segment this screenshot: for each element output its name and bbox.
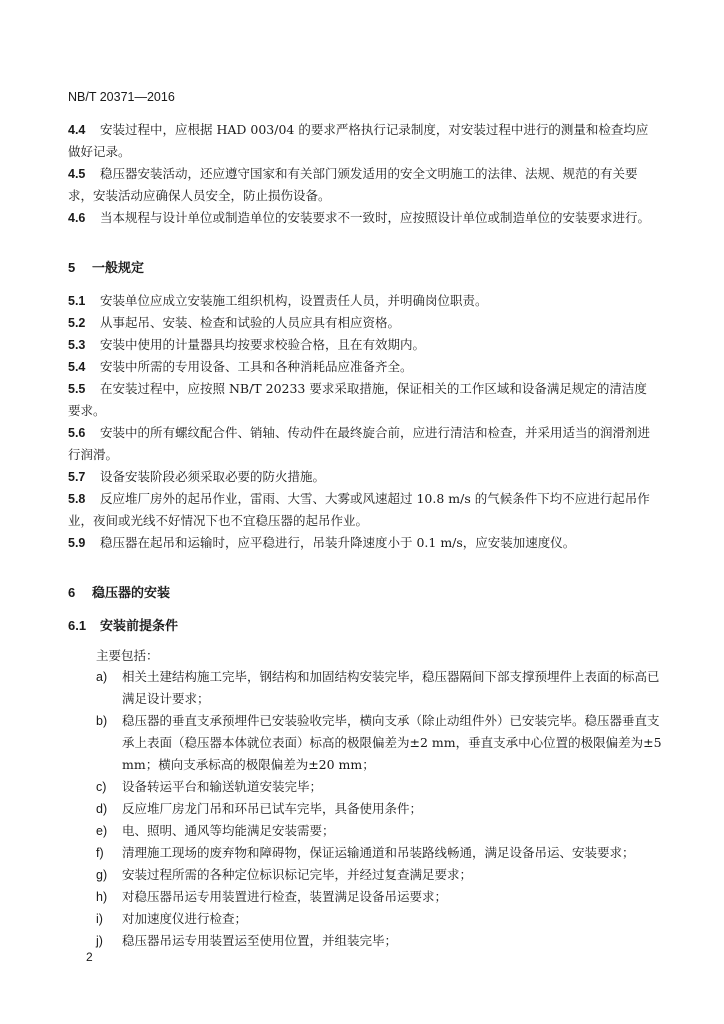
clause-number: 5.5 (68, 382, 86, 396)
list-item (96, 820, 664, 842)
clause-number: 4.5 (68, 167, 86, 181)
list-item (96, 666, 664, 710)
clause-number: 5.1 (68, 294, 86, 308)
list-label: j) (96, 934, 103, 948)
section-number: 5 (68, 260, 76, 275)
section-5-heading (68, 257, 144, 276)
list-label: e) (96, 824, 108, 838)
clause-text: 安装中的所有螺纹配合件、销轴、传动件在最终旋合前，应进行清洁和检查，并采用适当的润滑剂进行润滑。 (68, 425, 651, 462)
clause-4-6 (68, 207, 658, 229)
section-title: 安装前提条件 (100, 618, 179, 633)
clause-5-2 (68, 312, 658, 334)
list-label: h) (96, 890, 108, 904)
clause-5-3 (68, 334, 658, 356)
clause-5-7 (68, 466, 658, 488)
clause-5-4 (68, 356, 658, 378)
list-text: 对稳压器吊运专用装置进行检查，装置满足设备吊运要求； (122, 889, 448, 904)
list-text: 清理施工现场的废弃物和障碍物，保证运输通道和吊装路线畅通，满足设备吊运、安装要求； (122, 845, 635, 860)
clause-text: 安装中使用的计量器具均按要求校验合格，且在有效期内。 (100, 337, 426, 352)
clause-number: 5.3 (68, 338, 86, 352)
list-item (96, 930, 664, 952)
list-item (96, 886, 664, 908)
list-item (96, 798, 664, 820)
clause-4-5 (68, 163, 658, 207)
intro-text: 主要包括： (96, 648, 159, 663)
clause-4-4 (68, 119, 658, 163)
list-text: 电、照明、通风等均能满足安装需要； (122, 823, 335, 838)
list-item (96, 864, 664, 886)
clause-number: 5.4 (68, 360, 86, 374)
list-item (96, 908, 664, 930)
clause-text: 安装中所需的专用设备、工具和各种消耗品应准备齐全。 (100, 359, 413, 374)
list-text: 相关土建结构施工完毕，钢结构和加固结构安装完毕，稳压器隔间下部支撑预埋件上表面的标高已满足设计要求； (122, 669, 660, 706)
clause-number: 5.9 (68, 536, 86, 550)
clause-number: 5.8 (68, 492, 86, 506)
list-label: b) (96, 714, 108, 728)
clause-number: 4.6 (68, 211, 86, 225)
list-item (96, 776, 664, 798)
clause-5-6 (68, 422, 658, 466)
clause-text: 在安装过程中，应按照 NB/T 20233 要求采取措施，保证相关的工作区域和设备满足规定的清洁度要求。 (68, 381, 647, 418)
page-number: 2 (86, 950, 93, 964)
list-label: f) (96, 846, 104, 860)
list-label: g) (96, 868, 108, 882)
list-text: 稳压器的垂直支承预埋件已安装验收完毕，横向支承（除止动组件外）已安装完毕。稳压器垂直支承上表面（稳压器本体就位表面）标高的极限偏差为±2 mm，垂直支承中心位置的极限偏差为±5 mm；横向支承标高的极限偏差为±20 mm； (122, 713, 662, 772)
clause-text: 稳压器安装活动，还应遵守国家和有关部门颁发适用的安全文明施工的法律、法规、规范的有关要求，安装活动应确保人员安全，防止损伤设备。 (68, 166, 638, 203)
clause-text: 从事起吊、安装、检查和试验的人员应具有相应资格。 (100, 315, 401, 330)
clause-number: 4.4 (68, 123, 86, 137)
list-text: 反应堆厂房龙门吊和环吊已试车完毕，具备使用条件； (122, 801, 423, 816)
section-number: 6.1 (68, 618, 87, 633)
clause-text: 反应堆厂房外的起吊作业，雷雨、大雪、大雾或风速超过 10.8 m/s 的气候条件下均不应进行起吊作业，夜间或光线不好情况下也不宜稳压器的起吊作业。 (68, 491, 650, 528)
clause-number: 5.6 (68, 426, 86, 440)
section-title: 稳压器的安装 (92, 585, 171, 600)
clause-text: 稳压器在起吊和运输时，应平稳进行，吊装升降速度小于 0.1 m/s，应安装加速度仪。 (100, 535, 576, 550)
clause-5-1 (68, 290, 658, 312)
clause-number: 5.2 (68, 316, 86, 330)
clause-text: 安装过程中，应根据 HAD 003/04 的要求严格执行记录制度，对安装过程中进行的测量和检查均应做好记录。 (68, 122, 649, 159)
clause-5-5 (68, 378, 658, 422)
section-title: 一般规定 (92, 260, 145, 275)
section-6-1-heading (68, 615, 178, 634)
clause-text: 设备安装阶段必须采取必要的防火措施。 (100, 469, 326, 484)
standard-number-header: NB/T 20371—2016 (68, 90, 175, 104)
list-label: d) (96, 802, 108, 816)
list-label: i) (96, 912, 103, 926)
clause-text: 安装单位应成立安装施工组织机构，设置责任人员，并明确岗位职责。 (100, 293, 488, 308)
clause-text: 当本规程与设计单位或制造单位的安装要求不一致时，应按照设计单位或制造单位的安装要求进行。 (100, 210, 651, 225)
list-text: 对加速度仪进行检查； (122, 911, 248, 926)
section-number: 6 (68, 585, 76, 600)
list-text: 稳压器吊运专用装置运至使用位置，并组装完毕； (122, 933, 398, 948)
clause-5-8 (68, 488, 658, 532)
list-item (96, 842, 664, 864)
list-label: a) (96, 670, 108, 684)
clause-number: 5.7 (68, 470, 86, 484)
list-text: 安装过程所需的各种定位标识标记完毕，并经过复查满足要求； (122, 867, 473, 882)
section-6-heading (68, 582, 170, 601)
list-label: c) (96, 780, 107, 794)
clause-5-9 (68, 532, 658, 554)
list-text: 设备转运平台和输送轨道安装完毕； (122, 779, 323, 794)
list-item (96, 710, 664, 776)
